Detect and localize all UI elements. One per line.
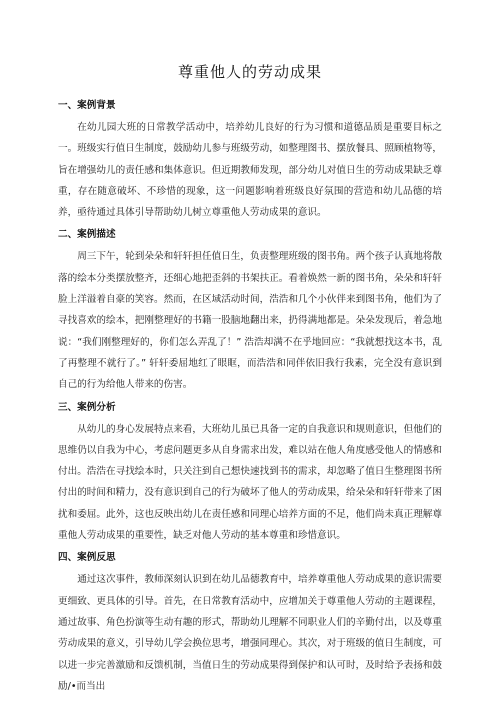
section-paragraph: 从幼儿的身心发展特点来看，大班幼儿虽已具备一定的自我意识和规则意识，但他们的思维仍以自我为中心，考虑问题更多从自身需求出发，难以站在他人角度感受他人的情感和付出。浩浩在寻找绘本时，只关注到自己想快速找到书的需求，却忽略了值日生整理图书所付出的时间和精力，没有意识到自己的行为破坏了他人的劳动成果，给朵朵和轩轩带来了困扰和委屈。此外，这也反映出幼儿在责任感和同理心培养方面的不足，他们尚未真正理解尊重他人劳动成果的重要性，缺乏对他人劳动的基本尊重和珍惜意识。 xyxy=(58,423,442,542)
section-paragraph: 通过这次事件，教师深刻认识到在幼儿品德教育中，培养尊重他人劳动成果的意识需要更细致、更具体的引导。首先，在日常教育活动中，应增加关于尊重他人劳动的主题课程，通过故事、角色扮演等生动有趣的形式，帮助幼儿理解不同职业人们的辛勤付出，以及尊重劳动成果的意义，引导幼儿学会换位思考，增强同理心。其次，对于班级的值日生制度，可以进一步完善激励和反馈机制，当值日生的劳动成果得到保护和认可时，及时给予表扬和鼓励/•而当出 xyxy=(58,574,442,692)
section-analysis xyxy=(58,398,442,547)
section-description xyxy=(58,225,442,395)
section-reflection xyxy=(58,548,442,697)
section-background xyxy=(58,96,442,223)
section-paragraph: 周三下午，轮到朵朵和轩轩担任值日生，负责整理班级的图书角。两个孩子认真地将散落的绘本分类摆放整齐，还细心地把歪斜的书架扶正。看着焕然一新的图书角，朵朵和轩轩脸上洋溢着自豪的笑容。然而，在区域活动时间，浩浩和几个小伙伴来到图书角，他们为了寻找喜欢的绘本，把刚整理好的书籍一股脑地翻出来，扔得满地都是。朵朵发现后，着急地说：“我们刚整理好的，你们怎么弄乱了！” 浩浩却满不在乎地回应：“我就想找这本书，乱了再整理不就行了。” 轩轩委屈地红了眼眶，而浩浩和同伴依旧我行我素，完全没有意识到自己的行为给他人带来的伤害。 xyxy=(58,251,442,391)
section-heading: 二、案例描述 xyxy=(58,229,116,241)
section-heading: 三、案例分析 xyxy=(58,401,116,413)
document-title: 尊重他人的劳动成果 xyxy=(177,63,322,81)
section-heading: 四、案例反思 xyxy=(58,552,116,564)
section-heading: 一、案例背景 xyxy=(58,100,116,111)
section-paragraph: 在幼儿园大班的日常教学活动中，培养幼儿良好的行为习惯和道德品质是重要目标之一。班级实行值日生制度，鼓励幼儿参与班级劳动，如整理图书、摆放餐具、照顾植物等，旨在增强幼儿的责任感和集体意识。但近期教师发现，部分幼儿对值日生的劳动成果缺乏尊重，存在随意破坏、不珍惜的现象，这一问题影响着班级良好氛围的营造和幼儿品德的培养，亟待通过具体引导帮助幼儿树立尊重他人劳动成果的意识。 xyxy=(58,122,442,219)
